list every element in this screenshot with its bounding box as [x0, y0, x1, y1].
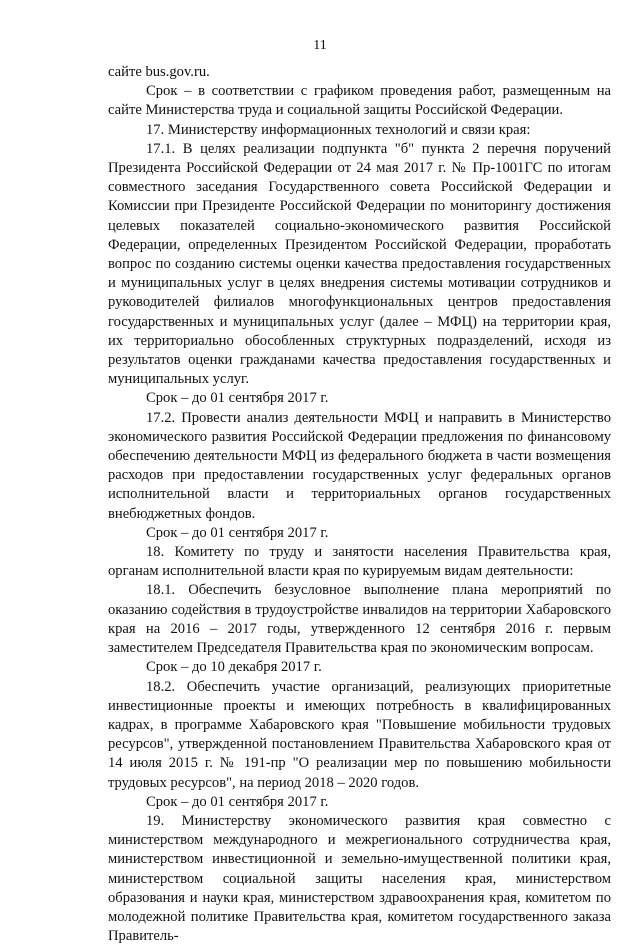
paragraph-deadline-schedule: Срок – в соответствии с графиком проведения работ, размещенным на сайте Министерства труда и социальной защиты Российской Федерации. [108, 83, 611, 119]
paragraph-item-18-1: 18.1. Обеспечить безусловное выполнение плана мероприятий по оказанию содействия в трудоустройстве инвалидов на территории Хабаровского края на 2016 – 2017 годы, утвержденного 12 сентября 2016 г. первым заместителем Председателя Правительства края по экономическим вопросам. [108, 582, 611, 657]
paragraph-item-18-2: 18.2. Обеспечить участие организаций, реализующих приоритетные инвестиционные проекты и имеющих потребность в квалифицированных кадрах, в программе Хабаровского края "Повышение мобильности трудовых ресурсов", утвержденной постановлением Правительства Хабаровского края от 14 июля 2015 г. № 191-пр "О реализации мер по повышению мобильности трудовых ресурсов", на период 2018 – 2020 годов. [108, 678, 611, 791]
paragraph-deadline-18-1: Срок – до 10 декабря 2017 г. [146, 659, 322, 676]
paragraph-item-17-2: 17.2. Провести анализ деятельности МФЦ и направить в Министерство экономического развития Российской Федерации предложения по финансовому обеспечению деятельности МФЦ из федерального бюджета в части возмещения расходов при предоставлении государственных услуг федеральных органов исполнительной власти и территориальных органов государственных внебюджетных фондов. [108, 409, 611, 522]
document-body [108, 63, 611, 946]
paragraph-item-18: 18. Комитету по труду и занятости населения Правительства края, органам исполнительной власти края по курируемым видам деятельности: [108, 544, 611, 580]
paragraph-deadline-17-2: Срок – до 01 сентября 2017 г. [146, 524, 329, 541]
paragraph-item-17-1: 17.1. В целях реализации подпункта "б" пункта 2 перечня поручений Президента Российской Федерации от 24 мая 2017 г. № Пр-1001ГС по итогам совместного заседания Государственного совета Российской Федерации и Комиссии при Президенте Российской Федерации по мониторингу достижения целевых показателей социально-экономического развития Российской Федерации, определенных Президентом Российской Федерации, проработать вопрос по созданию системы оценки качества предоставления государственных и муниципальных услуг в целях внедрения системы мотивации сотрудников и руководителей филиалов многофункциональных центров предоставления государственных и муниципальных услуг (далее – МФЦ) на территории края, их территориально обособленных структурных подразделений, исходя из результатов оценки гражданами качества предоставления государственных и муниципальных услуг. [108, 140, 611, 388]
paragraph-site-url: сайте bus.gov.ru. [108, 64, 210, 80]
paragraph-item-17: 17. Министерству информационных технологий и связи края: [146, 121, 531, 138]
paragraph-deadline-18-2: Срок – до 01 сентября 2017 г. [146, 793, 329, 810]
page-number: 11 [313, 38, 327, 53]
paragraph-item-19: 19. Министерству экономического развития края совместно с министерством международного и межрегионального сотрудничества края, министерством инвестиционной и земельно-имущественной политики края, министерством социальной защиты населения края, министерством образования и науки края, министерством здравоохранения края, комитетом по молодежной политике Правительства края, комитетом государственного заказа Правитель- [108, 812, 611, 945]
paragraph-deadline-17-1: Срок – до 01 сентября 2017 г. [146, 390, 329, 407]
